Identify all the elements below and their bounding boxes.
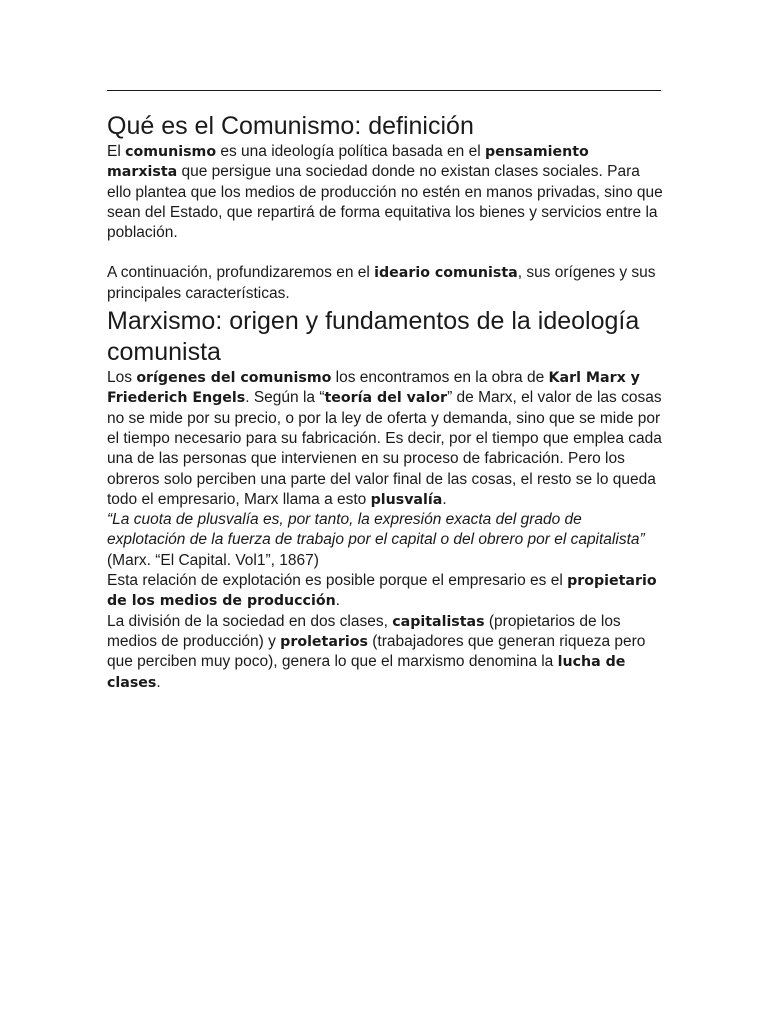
bold-term: propietario de los medios de producción xyxy=(107,573,657,610)
text-run: (propietarios de los medios de producción) y xyxy=(107,612,621,650)
paragraph-lucha-de-clases xyxy=(107,612,663,693)
quote-source: (Marx. “El Capital. Vol1”, 1867) xyxy=(107,551,319,569)
bold-term: comunismo xyxy=(125,144,217,160)
section-title-definicion: Qué es el Comunismo: definición xyxy=(107,112,474,140)
paragraph-gap xyxy=(107,243,663,263)
bold-term: capitalistas xyxy=(392,613,485,630)
bold-term: lucha de clases xyxy=(107,654,626,691)
quote-text: “La cuota de plusvalía es, por tanto, la expresión exacta del grado de explotación de la fuerza de trabajo por el capital o del obrero por el capitalista” xyxy=(107,511,645,549)
text-run: Esta relación de explotación es posible porque el empresario es el xyxy=(107,572,568,590)
text-run: los encontramos en la obra de xyxy=(331,369,549,387)
text-run: El xyxy=(107,143,126,160)
document-body xyxy=(107,111,663,693)
horizontal-rule xyxy=(107,90,661,91)
text-run: es una ideología política basada en el xyxy=(216,143,485,160)
text-run: , sus orígenes y sus principales características. xyxy=(107,264,656,302)
bold-term: orígenes del comunismo xyxy=(136,370,332,387)
section-title-marxismo: Marxismo: origen y fundamentos de la ideología comunista xyxy=(107,307,640,367)
text-run: . xyxy=(156,673,161,691)
text-run: . Según la “ xyxy=(245,389,325,407)
paragraph-definicion xyxy=(107,142,663,243)
bold-term: Karl Marx y Friederich Engels xyxy=(107,370,640,407)
text-run: A continuación, profundizaremos en el xyxy=(107,264,375,282)
text-run: La división de la sociedad en dos clases, xyxy=(107,612,393,630)
paragraph-intro xyxy=(107,263,663,304)
text-run: Los xyxy=(107,369,137,387)
bold-term: ideario comunista xyxy=(374,265,518,282)
paragraph-origenes xyxy=(107,368,663,510)
text-run: . xyxy=(442,490,447,508)
bold-term: teoría del valor xyxy=(324,390,448,407)
text-run: ” de Marx, el valor de las cosas no se mide por su precio, o por la ley de oferta y demanda, sino que se mide por el tiempo necesario para su fabricación. Es decir, por el tiempo que emplea cada una de las personas que intervienen en su proceso de fabricación. Pero los obreros solo perciben una parte del valor final de las cosas, el resto se lo queda todo el empresario, Marx llama a esto xyxy=(107,389,662,508)
bold-term: pensamiento marxista xyxy=(107,144,589,181)
text-run: . xyxy=(335,592,340,610)
bold-term: plusvalía xyxy=(370,491,443,508)
text-run: que persigue una sociedad donde no existan clases sociales. Para ello plantea que los medios de producción no estén en manos privadas, sino que sean del Estado, que repartirá de forma equitativa los bienes y servicios entre la población. xyxy=(107,163,663,242)
text-run: (trabajadores que generan riqueza pero que perciben muy poco), genera lo que el marxismo denomina la xyxy=(107,632,646,671)
quote-paragraph xyxy=(107,510,663,571)
paragraph-explotacion xyxy=(107,571,663,612)
bold-term: proletarios xyxy=(280,633,368,650)
